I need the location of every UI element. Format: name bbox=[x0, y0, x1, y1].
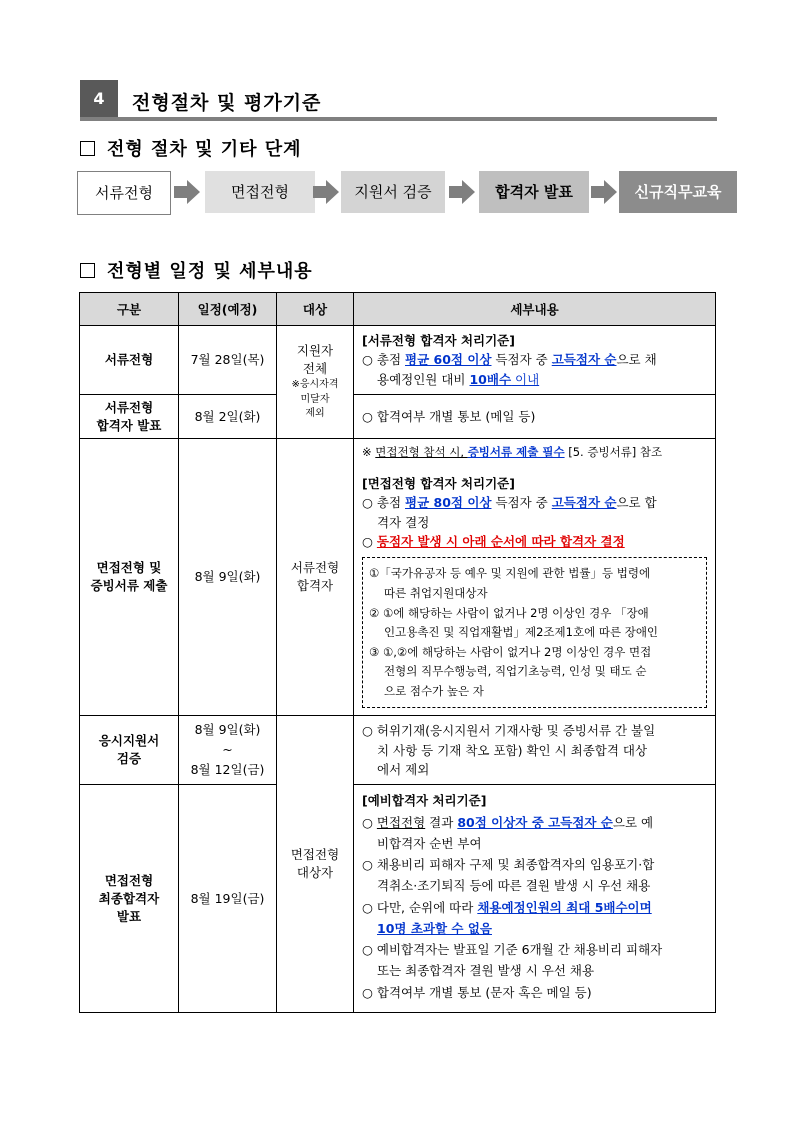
table-row bbox=[80, 716, 716, 785]
step-announcement: 합격자 발표 bbox=[479, 171, 589, 213]
row-details: [서류전형 합격자 처리기준] ○ 총점 평균 60점 이상 득점자 중 고득점자 순으로 채 용예정인원 대비 10배수 이내 bbox=[354, 326, 716, 395]
row-category: 면접전형 최종합격자 발표 bbox=[80, 785, 179, 1013]
arrow-right-icon bbox=[313, 179, 339, 205]
col-header-details: 세부내용 bbox=[354, 293, 716, 326]
process-flow bbox=[77, 171, 737, 215]
section-header bbox=[80, 80, 717, 120]
row-target: 서류전형 합격자 bbox=[277, 439, 354, 716]
row-category: 서류전형 bbox=[80, 326, 179, 395]
arrow-right-icon bbox=[174, 179, 200, 205]
subheading-schedule: 전형별 일정 및 세부내용 bbox=[80, 257, 313, 283]
row-date: 8월 9일(화) bbox=[179, 439, 277, 716]
table-row bbox=[80, 326, 716, 395]
schedule-table bbox=[79, 292, 716, 1013]
col-header-target: 대상 bbox=[277, 293, 354, 326]
row-category: 응시지원서 검증 bbox=[80, 716, 179, 785]
row-category: 서류전형 합격자 발표 bbox=[80, 395, 179, 439]
step-verification: 지원서 검증 bbox=[341, 171, 445, 213]
table-row bbox=[80, 439, 716, 716]
col-header-category: 구분 bbox=[80, 293, 179, 326]
arrow-right-icon bbox=[591, 179, 617, 205]
table-row bbox=[80, 395, 716, 439]
row-date: 8월 19일(금) bbox=[179, 785, 277, 1013]
checkbox-icon bbox=[80, 263, 95, 278]
checkbox-icon bbox=[80, 141, 95, 156]
col-header-schedule: 일정(예정) bbox=[179, 293, 277, 326]
table-row bbox=[80, 785, 716, 1013]
table-header-row bbox=[80, 293, 716, 326]
tiebreak-box: ①「국가유공자 등 예우 및 지원에 관한 법률」등 법령에 따른 취업지원대상자 ② ①에 해당하는 사람이 없거나 2명 이상인 경우 「장애 인고용촉진 및 직업재활법」제2조제1호에 따른 장애인 ③ ①,②에 해당하는 사람이 없거나 2명 이상인 경우 면접 전형의 직무수행능력, 직업기초능력, 인성 및 태도 순 으로 점수가 높은 자 bbox=[362, 557, 707, 708]
step-document: 서류전형 bbox=[77, 171, 171, 215]
row-details: ○ 허위기재(응시지원서 기재사항 및 증빙서류 간 불일 치 사항 등 기재 착오 포함) 확인 시 최종합격 대상 에서 제외 bbox=[354, 716, 716, 785]
row-details: [예비합격자 처리기준] ○ 면접전형 결과 80점 이상자 중 고득점자 순으로 예 비합격자 순번 부여 ○ 채용비리 피해자 구제 및 최종합격자의 임용포기·합 격취소·조기퇴직 등에 따른 결원 발생 시 우선 채용 ○ 다만, 순위에 따라 채용예정인원의 최대 5배수이며 10명 초과할 수 없음 ○ 예비합격자는 발표일 기준 6개월 간 채용비리 피해자 또는 최종합격자 결원 발생 시 우선 채용 ○ 합격여부 개별 통보 (문자 혹은 메일 등) bbox=[354, 785, 716, 1013]
row-details: ※ 면접전형 참석 시, 증빙서류 제출 필수 [5. 증빙서류] 참조 [면접전형 합격자 처리기준] ○ 총점 평균 80점 이상 득점자 중 고득점자 순으로 합 격자 결정 ○ 동점자 발생 시 아래 순서에 따라 합격자 결정 ①「국가유공자 등 예우 및 지원에 관한 법률」등 법령에 따른 취업지원대상자 ② ①에 해당하는 사람이 없거나 2명 이상인 경우 「장애 인고용촉진 및 직업재활법」제2조제1호에 따른 장애인 ③ ①,②에 해당하는 사람이 없거나 2명 이상인 경우 면접 전형의 직무수행능력, 직업기초능력, 인성 및 태도 순 으로 점수가 높은 자 bbox=[354, 439, 716, 716]
section-title: 전형절차 및 평가기준 bbox=[132, 92, 322, 114]
row-date: 7월 28일(목) bbox=[179, 326, 277, 395]
row-date: 8월 2일(화) bbox=[179, 395, 277, 439]
row-category: 면접전형 및 증빙서류 제출 bbox=[80, 439, 179, 716]
subheading-procedure: 전형 절차 및 기타 단계 bbox=[80, 135, 302, 161]
arrow-right-icon bbox=[449, 179, 475, 205]
row-date: 8월 9일(화) ~ 8월 12일(금) bbox=[179, 716, 277, 785]
step-interview: 면접전형 bbox=[205, 171, 315, 213]
section-rule bbox=[80, 117, 717, 121]
step-training: 신규직무교육 bbox=[619, 171, 737, 213]
section-number: 4 bbox=[80, 80, 118, 118]
row-target: 면접전형 대상자 bbox=[277, 716, 354, 1013]
row-target: 지원자 전체 ※응시자격 미달자 제외 bbox=[277, 326, 354, 439]
row-details: ○ 합격여부 개별 통보 (메일 등) bbox=[354, 395, 716, 439]
